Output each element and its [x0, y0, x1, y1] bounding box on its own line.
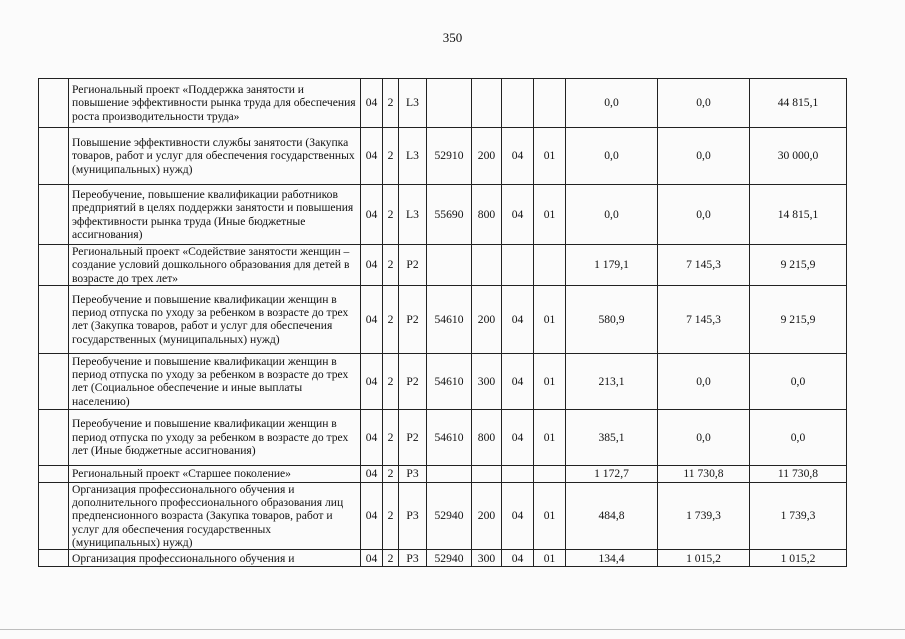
subsection-code-cell: 2 — [383, 285, 399, 353]
program-code-cell: L3 — [399, 128, 427, 185]
amount-year-3-cell: 9 215,9 — [750, 245, 847, 286]
item-name-cell: Региональный проект «Содействие занятости женщин – создание условий дошкольного образования для детей в возрасте до трех лет» — [69, 245, 361, 286]
amount-year-2-cell: 0,0 — [658, 128, 750, 185]
section-code-cell: 04 — [361, 245, 383, 286]
amount-year-1-cell: 484,8 — [566, 482, 658, 549]
blank-cell — [39, 285, 69, 353]
table-row — [39, 465, 847, 482]
subsection-code-cell: 2 — [383, 482, 399, 549]
expense-type-code-cell: 300 — [472, 353, 502, 409]
expense-code-cell: 55690 — [427, 185, 472, 245]
amount-year-3-cell: 1 015,2 — [750, 550, 847, 567]
department-code-cell: 04 — [502, 185, 534, 245]
subdivision-code-cell — [534, 465, 566, 482]
section-code-cell: 04 — [361, 465, 383, 482]
blank-cell — [39, 482, 69, 549]
blank-cell — [39, 79, 69, 128]
section-code-cell: 04 — [361, 185, 383, 245]
section-code-cell: 04 — [361, 409, 383, 465]
expense-code-cell — [427, 245, 472, 286]
department-code-cell: 04 — [502, 482, 534, 549]
table-row — [39, 285, 847, 353]
amount-year-3-cell: 0,0 — [750, 353, 847, 409]
program-code-cell: P2 — [399, 353, 427, 409]
expense-type-code-cell — [472, 465, 502, 482]
department-code-cell: 04 — [502, 353, 534, 409]
subsection-code-cell: 2 — [383, 245, 399, 286]
item-name-cell: Региональный проект «Поддержка занятости и повышение эффективности рынка труда для обеспечения роста производительности труда» — [69, 79, 361, 128]
subdivision-code-cell: 01 — [534, 285, 566, 353]
amount-year-2-cell: 0,0 — [658, 353, 750, 409]
amount-year-3-cell: 1 739,3 — [750, 482, 847, 549]
amount-year-2-cell: 11 730,8 — [658, 465, 750, 482]
item-name-cell: Повышение эффективности службы занятости (Закупка товаров, работ и услуг для обеспечения государственных (муниципальных) нужд) — [69, 128, 361, 185]
amount-year-2-cell: 7 145,3 — [658, 285, 750, 353]
subdivision-code-cell: 01 — [534, 409, 566, 465]
amount-year-1-cell: 0,0 — [566, 79, 658, 128]
department-code-cell — [502, 465, 534, 482]
expense-code-cell: 52940 — [427, 550, 472, 567]
amount-year-3-cell: 0,0 — [750, 409, 847, 465]
budget-table — [38, 78, 847, 567]
amount-year-2-cell: 0,0 — [658, 409, 750, 465]
table-row — [39, 79, 847, 128]
table-row — [39, 128, 847, 185]
amount-year-1-cell: 385,1 — [566, 409, 658, 465]
amount-year-3-cell: 11 730,8 — [750, 465, 847, 482]
subsection-code-cell: 2 — [383, 128, 399, 185]
section-code-cell: 04 — [361, 482, 383, 549]
item-name-cell: Переобучение и повышение квалификации женщин в период отпуска по уходу за ребенком в возрасте до трех лет (Социальное обеспечение и иные выплаты населению) — [69, 353, 361, 409]
section-code-cell: 04 — [361, 285, 383, 353]
program-code-cell: P2 — [399, 409, 427, 465]
subdivision-code-cell — [534, 79, 566, 128]
item-name-cell: Региональный проект «Старшее поколение» — [69, 465, 361, 482]
amount-year-2-cell: 0,0 — [658, 185, 750, 245]
section-code-cell: 04 — [361, 550, 383, 567]
item-name-cell: Переобучение и повышение квалификации женщин в период отпуска по уходу за ребенком в возрасте до трех лет (Закупка товаров, работ и услуг для обеспечения государственных (муниципальных) нужд) — [69, 285, 361, 353]
item-name-cell: Организация профессионального обучения и дополнительного профессионального образования лиц предпенсионного возраста (Закупка товаров, работ и услуг для обеспечения государственных (муниципальных) нужд) — [69, 482, 361, 549]
amount-year-2-cell: 1 739,3 — [658, 482, 750, 549]
department-code-cell — [502, 79, 534, 128]
expense-type-code-cell: 300 — [472, 550, 502, 567]
page-bottom-edge — [0, 629, 905, 630]
table-row — [39, 245, 847, 286]
blank-cell — [39, 550, 69, 567]
section-code-cell: 04 — [361, 353, 383, 409]
table-row — [39, 353, 847, 409]
blank-cell — [39, 409, 69, 465]
subsection-code-cell: 2 — [383, 465, 399, 482]
expense-type-code-cell: 200 — [472, 128, 502, 185]
page-number: 350 — [442, 30, 463, 45]
subsection-code-cell: 2 — [383, 550, 399, 567]
expense-type-code-cell — [472, 79, 502, 128]
item-name-cell: Переобучение, повышение квалификации работников предприятий в целях поддержки занятости и повышения эффективности рынка труда (Иные бюджетные ассигнования) — [69, 185, 361, 245]
blank-cell — [39, 353, 69, 409]
amount-year-1-cell: 213,1 — [566, 353, 658, 409]
blank-cell — [39, 465, 69, 482]
department-code-cell: 04 — [502, 409, 534, 465]
amount-year-3-cell: 30 000,0 — [750, 128, 847, 185]
department-code-cell: 04 — [502, 285, 534, 353]
expense-type-code-cell: 200 — [472, 482, 502, 549]
expense-type-code-cell: 800 — [472, 185, 502, 245]
department-code-cell — [502, 245, 534, 286]
amount-year-3-cell: 9 215,9 — [750, 285, 847, 353]
section-code-cell: 04 — [361, 79, 383, 128]
department-code-cell: 04 — [502, 550, 534, 567]
program-code-cell: L3 — [399, 79, 427, 128]
program-code-cell: L3 — [399, 185, 427, 245]
program-code-cell: P3 — [399, 482, 427, 549]
blank-cell — [39, 185, 69, 245]
subsection-code-cell: 2 — [383, 185, 399, 245]
item-name-cell: Переобучение и повышение квалификации женщин в период отпуска по уходу за ребенком в возрасте до трех лет (Иные бюджетные ассигнования) — [69, 409, 361, 465]
expense-type-code-cell — [472, 245, 502, 286]
table-row — [39, 185, 847, 245]
blank-cell — [39, 245, 69, 286]
program-code-cell: P3 — [399, 550, 427, 567]
expense-type-code-cell: 200 — [472, 285, 502, 353]
expense-type-code-cell: 800 — [472, 409, 502, 465]
subsection-code-cell: 2 — [383, 409, 399, 465]
amount-year-1-cell: 134,4 — [566, 550, 658, 567]
subdivision-code-cell: 01 — [534, 353, 566, 409]
amount-year-1-cell: 0,0 — [566, 185, 658, 245]
subdivision-code-cell: 01 — [534, 128, 566, 185]
expense-code-cell — [427, 79, 472, 128]
item-name-cell: Организация профессионального обучения и — [69, 550, 361, 567]
amount-year-1-cell: 1 172,7 — [566, 465, 658, 482]
blank-cell — [39, 128, 69, 185]
subdivision-code-cell: 01 — [534, 185, 566, 245]
expense-code-cell — [427, 465, 472, 482]
amount-year-2-cell: 1 015,2 — [658, 550, 750, 567]
expense-code-cell: 52940 — [427, 482, 472, 549]
amount-year-3-cell: 44 815,1 — [750, 79, 847, 128]
amount-year-2-cell: 7 145,3 — [658, 245, 750, 286]
program-code-cell: P2 — [399, 285, 427, 353]
program-code-cell: P3 — [399, 465, 427, 482]
expense-code-cell: 54610 — [427, 353, 472, 409]
subsection-code-cell: 2 — [383, 79, 399, 128]
amount-year-1-cell: 0,0 — [566, 128, 658, 185]
table-row — [39, 550, 847, 567]
subdivision-code-cell — [534, 245, 566, 286]
subsection-code-cell: 2 — [383, 353, 399, 409]
amount-year-3-cell: 14 815,1 — [750, 185, 847, 245]
table-row — [39, 409, 847, 465]
expense-code-cell: 54610 — [427, 409, 472, 465]
program-code-cell: P2 — [399, 245, 427, 286]
amount-year-2-cell: 0,0 — [658, 79, 750, 128]
subdivision-code-cell: 01 — [534, 482, 566, 549]
table-row — [39, 482, 847, 549]
section-code-cell: 04 — [361, 128, 383, 185]
expense-code-cell: 52910 — [427, 128, 472, 185]
amount-year-1-cell: 1 179,1 — [566, 245, 658, 286]
department-code-cell: 04 — [502, 128, 534, 185]
subdivision-code-cell: 01 — [534, 550, 566, 567]
amount-year-1-cell: 580,9 — [566, 285, 658, 353]
expense-code-cell: 54610 — [427, 285, 472, 353]
